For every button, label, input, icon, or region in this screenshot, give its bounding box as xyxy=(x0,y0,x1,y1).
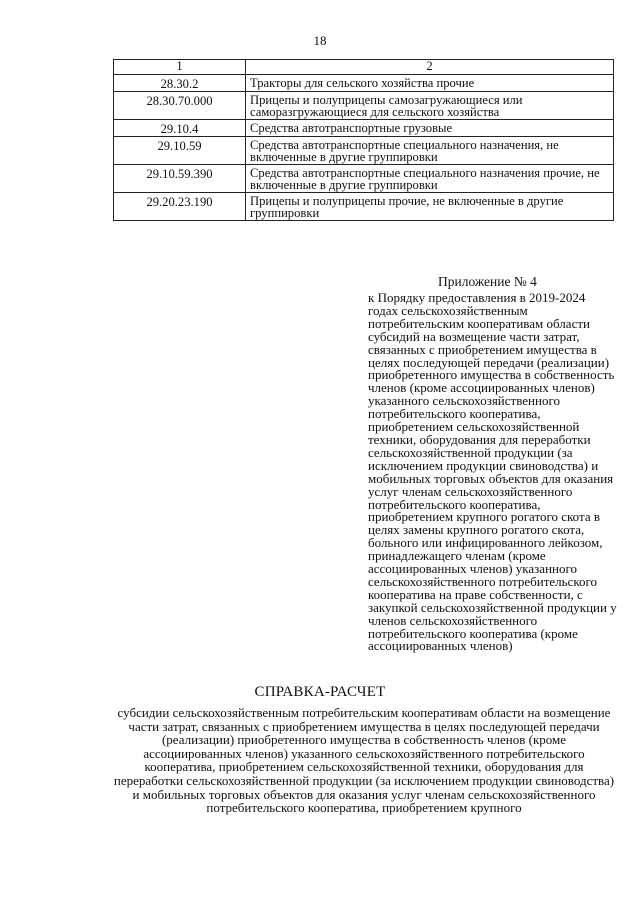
table-cell-description: Прицепы и полуприцепы прочие, не включенные в другие группировки xyxy=(246,193,614,221)
table-cell-code: 29.20.23.190 xyxy=(114,193,246,221)
document-heading: СПРАВКА-РАСЧЕТ xyxy=(254,684,386,700)
appendix-text: к Порядку предоставления в 2019-2024 годах сельскохозяйственным потребительским кооперативам области субсидий на возмещение части затрат, связанных с приобретением имущества в целях последующей передачи (реализации) приобретенного имущества в собственность членов (кроме ассоциированных членов) указанного сельскохозяйственного потребительского кооператива, приобретением сельскохозяйственной техники, оборудования для переработки сельскохозяйственной продукции (за исключением продукции свиноводства) и мобильных торговых объектов для оказания услуг членам сельскохозяйственного потребительского кооператива, приобретением крупного рогатого скота в целях замены крупного рогатого скота, больного или инфицированного лейкозом, принадлежащего членам (кроме ассоциированных членов) указанного сельскохозяйственного потребительского кооператива на праве собственности, с закупкой сельскохозяйственной продукции у членов сельскохозяйственного потребительского кооператива (кроме ассоциированных членов) xyxy=(368,290,617,654)
page-number: 18 xyxy=(313,33,327,48)
table-cell-description: Средства автотранспортные специального назначения, не включенные в другие группировки xyxy=(246,137,614,165)
table-cell-description: Средства автотранспортные специального назначения прочие, не включенные в другие группировки xyxy=(246,165,614,193)
document-body-text: субсидии сельскохозяйственным потребительским кооперативам области на возмещение части затрат, связанных с приобретением имущества в целях последующей передачи (реализации) приобретенного имущества в собственность членов (кроме ассоциированных членов) указанного сельскохозяйственного потребительского кооператива, приобретением сельскохозяйственной техники, оборудования для переработки сельскохозяйственной продукции (за исключением продукции свиноводства) и мобильных торговых объектов для оказания услуг членам сельскохозяйственного потребительского кооператива, приобретением крупного xyxy=(113,705,615,816)
table-cell-code: 28.30.2 xyxy=(114,75,246,92)
table-cell-description: Тракторы для сельского хозяйства прочие xyxy=(246,75,614,92)
table-header-col-1: 1 xyxy=(114,60,246,75)
table-header-col-2: 2 xyxy=(246,60,614,75)
table-row xyxy=(114,120,614,137)
table-cell-code: 28.30.70.000 xyxy=(114,92,246,120)
table-row xyxy=(114,165,614,193)
table-row xyxy=(114,92,614,120)
okpd-code-table xyxy=(113,59,614,221)
table-header-row xyxy=(114,60,614,75)
table-cell-code: 29.10.59 xyxy=(114,137,246,165)
table-cell-description: Средства автотранспортные грузовые xyxy=(246,120,614,137)
table-cell-description: Прицепы и полуприцепы самозагружающиеся или саморазгружающиеся для сельского хозяйства xyxy=(246,92,614,120)
table-cell-code: 29.10.59.390 xyxy=(114,165,246,193)
appendix-title: Приложение № 4 xyxy=(438,274,537,289)
table-row xyxy=(114,75,614,92)
table-cell-code: 29.10.4 xyxy=(114,120,246,137)
table-row xyxy=(114,137,614,165)
table-row xyxy=(114,193,614,221)
